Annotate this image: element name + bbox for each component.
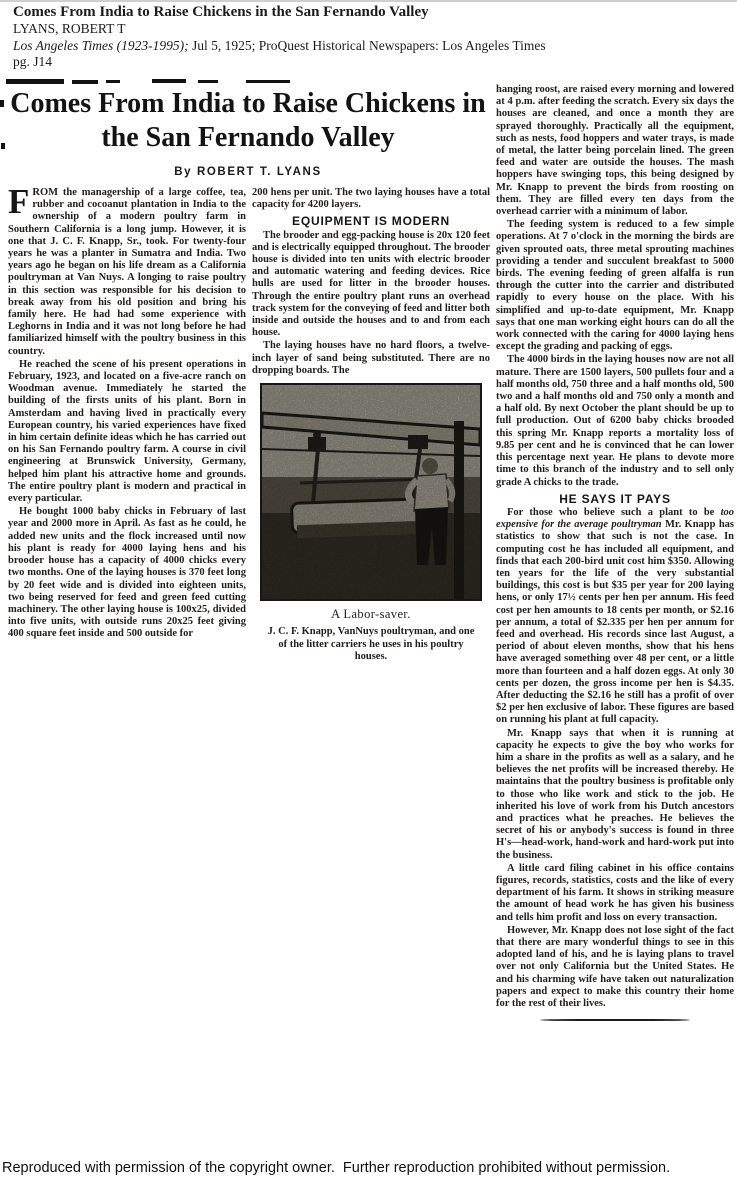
drop-cap: F (8, 182, 30, 221)
article-paragraph: The brooder and egg-packing house is 20x 120 feet and is electrically equipped throughout. The brooder house is divided into ten units with electric brooder and automatic watering and feeding devices. Rice hulls are used for litter in the brooder houses. Through the entire poultry plant runs an overhead track system for the conveying of feed and litter both inside and outside the houses and to and from each house. (252, 229, 490, 339)
article-end-rule (540, 1019, 690, 1021)
photo-caption: J. C. F. Knapp, VanNuys poultryman, and one of the litter carriers he uses in his poultry houses. (267, 626, 475, 663)
document-title: Comes From India to Raise Chickens in the San Fernando Valley (13, 4, 429, 20)
proquest-header (13, 3, 723, 71)
article-paragraph: However, Mr. Knapp does not lose sight of the fact that there are mary wonderful things to see in this adopted land of his, and he is laying plans to travel over not only California but the United States. He and his charming wife have taken out naturalization papers and expect to make this country their home for the rest of their lives. (496, 924, 734, 1010)
article-paragraph: Mr. Knapp says that when it is running at capacity he expects to give the boy who works for him a share in the profits as well as a salary, and he believes the net profits will be increased thereby. He maintains that the poultry business is profitable only to those who like work and stick to the job. He inherited his love of work from his Dutch ancestors and practices what he preaches. He believes the secret of his or anybody's success is found in three H's—head-work, hand-work and hard-work put into the business. (496, 727, 734, 861)
article-paragraph: The 4000 birds in the laying houses now are not all mature. There are 1500 layers, 500 pullets four and a half months old, 750 three and a half months old, 500 two and a half months old and 750 only a month and a half old. By next October the plant should be up to full production. Out of 6200 baby chicks brooded this spring Mr. Knapp reports a mortality loss of 9.85 per cent and he is convinced that he can lower this percentage next year. He plans to devote more time to this branch of the industry and to sell only grade A chicks to the trade. (496, 354, 734, 488)
paragraph-text: ROM the managership of a large coffee, tea, rubber and cocoanut plantation in India to the ownership of a modern poultry farm in Southern California is a long jump. However, it is one that J. C. F. Knapp, Sr., took. For twenty-four years he was a planter in Sumatra and India. Two years ago he began on his life dream as a California poultryman at Van Nuys. A longing to raise poultry in this section was responsible for his decision to break away from his old position and bring his family here. He had had some experience with Leghorns in India and it was not long before he had familiarized himself with the poultry business in this country. (8, 187, 246, 357)
document-citation (13, 38, 723, 54)
citation-date-collection: Jul 5, 1925; ProQuest Historical Newspapers: Los Angeles Times (188, 37, 546, 53)
paragraph-text-italic: too expensive for the average poultryman (496, 506, 734, 531)
article-paragraph (496, 507, 734, 727)
article-paragraph: He bought 1000 baby chicks in February of last year and 2000 more in April. As fast as he could, he added new units and the flock increased until now his plant is ready for 4000 laying hens and his brooder house has a capacity of 4000 chicks every two months. One of the laying houses is 370 feet long by 20 feet wide and is divided into eighteen units, two being reserved for feed and green feed cutting machinery. The other laying house is 100x25, divided into five units, with outside runs 20x25 feet giving 400 square feet inside and 500 outside for (8, 506, 246, 640)
article-column-2 (252, 187, 490, 664)
scan-artifact (246, 80, 290, 83)
photo-caption-title: A Labor-saver. (331, 607, 411, 622)
article-paragraph: A little card filing cabinet in his office contains figures, records, statistics, costs and the like of every department of his farm. It shows in striking measure the amount of head work he has given his business and tells him profit and loss on every transaction. (496, 862, 734, 923)
scan-artifact (0, 100, 4, 107)
scan-artifact (152, 79, 186, 83)
article-paragraph (8, 182, 246, 358)
article-paragraph: 200 hens per unit. The two laying houses have a total capacity for 4200 layers. (252, 187, 490, 211)
article-paragraph: The feeding system is reduced to a few simple operations. At 7 o'clock in the morning the birds are given sprouted oats, three metal sprouting machines providing a tender and succulent breakfast to 5000 birds. The evening feeding of green alfalfa is run through the cutter into the carrier and distributed rapidly to every house on the place. With his simplified and up-to-date equipment, Mr. Knapp says that one man working eight hours can do all the work connected with the caring for 4000 laying hens except the grading and packing of eggs. (496, 219, 734, 353)
scan-artifact (6, 79, 64, 84)
halftone-photo-graphic (262, 385, 480, 599)
document-author: LYANS, ROBERT T (13, 21, 126, 37)
scan-artifact (198, 80, 218, 83)
scan-artifact (72, 80, 98, 84)
paragraph-text: Mr. Knapp has statistics to show that such is not the case. In computing cost he has included all equipment, and finds that each 200-bird unit cost him $350. Allowing ten years for the life of the very substantial buildings, this cost is but $35 per year for 200 laying hens, or only 17½ cents per hen per annum. His feed cost per hen amounts to 18 cents per month, or $2.16 per annum, a total of $2.335 per hen per annum for feed and overhead. His records since last August, a period of about eleven months, show that his hens have averaged something over 48 per cent, or a little more than fourteen and a half dozen eggs. At only 30 cents per dozen, the gross income per hen is $4.35. After deducting the $2.16 he still has a profit of over $2 per hen exclusive of labor. These figures are based on running his plant at full capacity. (496, 519, 735, 726)
article-byline: By ROBERT T. LYANS (174, 166, 322, 178)
section-subhead-pays: HE SAYS IT PAYS (559, 491, 671, 506)
article-photo (260, 383, 482, 601)
photo-block (260, 383, 482, 664)
copyright-notice: Reproduced with permission of the copyright owner. Further reproduction prohibited without permission. (2, 1160, 671, 1176)
article-column-3 (496, 84, 734, 1021)
article-paragraph: The laying houses have no hard floors, a twelve-inch layer of sand being substituted. There are no dropping boards. The (252, 340, 490, 376)
section-subhead-equipment: EQUIPMENT IS MODERN (292, 214, 450, 229)
article-paragraph: hanging roost, are raised every morning and lowered at 4 p.m. after feeding the scratch. Every six days the houses are cleaned, and once a month they are sprayed thoroughly. Practically all the equipment, such as nests, food hoppers and water trays, is made of metal, the latter being porcelain lined. The green feed and water are outside the houses. The mash hoppers have swinging tops, this being designed by Mr. Knapp to prevent the birds from roosting on them. They are filled every ten days from the overhead carrier with a minimum of labor. (496, 84, 734, 218)
paragraph-text: For those who believe such a plant to be (507, 506, 721, 518)
article-paragraph: He reached the scene of his present operations in February, 1923, and located on a five-acre ranch on Woodman avenue. Immediately he started the building of the firsts units of his plant. Born in Amsterdam and having lived in practically every European country, his varied experiences have fixed in him certain definite ideas which he has carried out on his San Fernando poultry farm. A course in civil engineering at Brunswick University, Germany, helped him plant his attractive home and grounds. The entire poultry plant is modern and practical in every particular. (8, 358, 246, 505)
article-column-1 (8, 182, 246, 642)
citation-source-name: Los Angeles Times (1923-1995); (13, 37, 189, 53)
scan-top-edge (0, 0, 737, 2)
scan-artifact (106, 80, 120, 83)
article-headline: Comes From India to Raise Chickens in the San Fernando Valley (10, 88, 486, 154)
scan-artifact (1, 143, 5, 149)
page-number: pg. J14 (13, 54, 53, 70)
